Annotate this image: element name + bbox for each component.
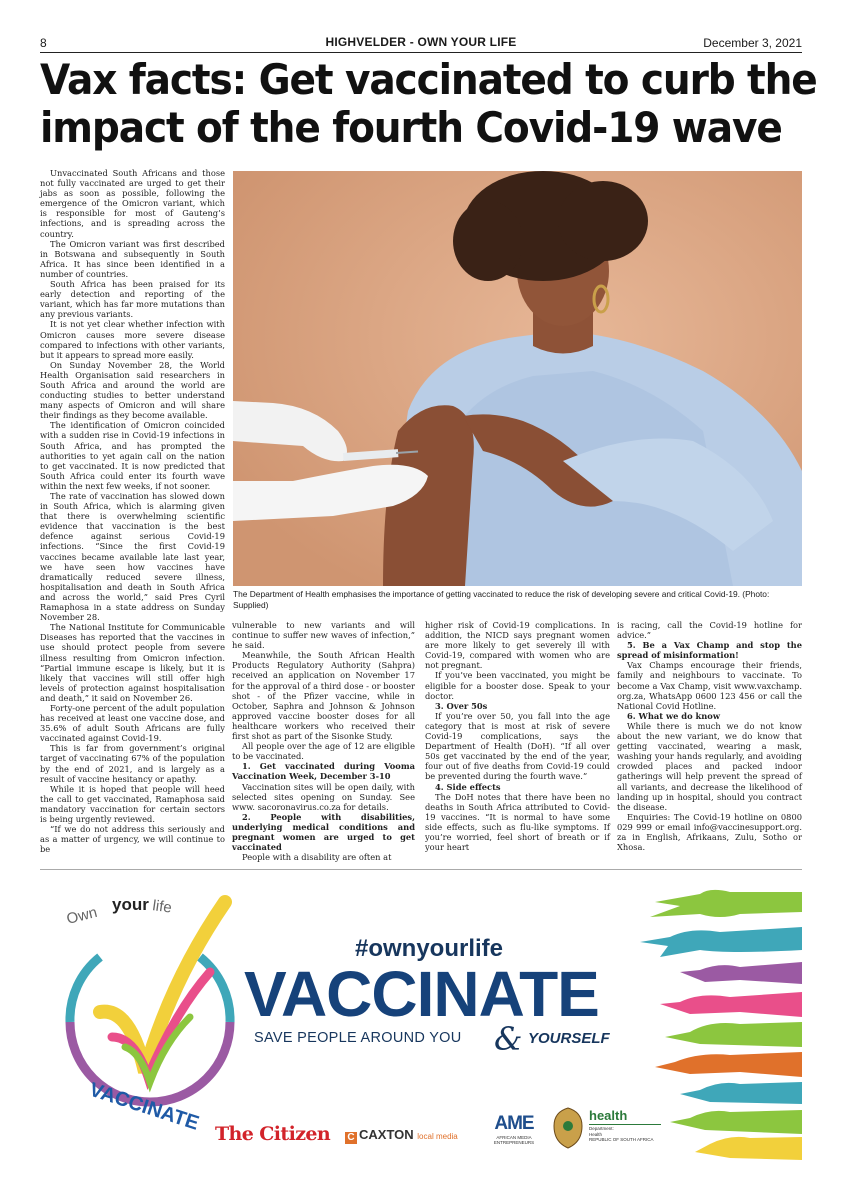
- paragraph: On Sunday November 28, the World Health Organisation said researchers in South Africa and around the world are conducting studies to better understand many aspects of Omicron and will share their findings as they become available.: [40, 359, 225, 421]
- subheading-text: 2. People with disabilities, underlying medical conditions and pregnant women are urged to get vaccinated: [232, 811, 415, 853]
- article-column-2: [232, 620, 415, 862]
- paragraph: It is not yet clear whether infection with Omicron causes more severe disease compared to infections with other variants, but it appears to spread more easily.: [40, 319, 225, 360]
- subheading-text: 6. What we do know: [627, 710, 720, 721]
- article-column-3: [425, 620, 610, 852]
- health-sub: [589, 1126, 669, 1143]
- badge-life: life: [151, 897, 173, 917]
- paragraph: If you’re over 50, you fall into the age category that is most at risk of severe Covid-19 complications, says the Department of Health (DoH). “If all over 50s get vaccinated by the end of the year, four out of five deaths from Covid-19 could be prevented during the fourth wave.”: [425, 710, 610, 782]
- headline-line-2: impact of the fourth Covid-19 wave: [40, 103, 782, 152]
- paragraph: “If we do not address this seriously and as a matter of urgency, we will continue to be: [40, 824, 225, 855]
- paragraph: Unvaccinated South Africans and those not fully vaccinated are urged to get their jabs as soon as possible, following the emergence of the Omicron variant, which is responsible for most of Gauteng’s infections, and is spreading across the country.: [40, 168, 225, 239]
- health-sub-line-2: Health: [589, 1131, 603, 1137]
- ame-mark: AME: [494, 1113, 534, 1134]
- ad-headline: VACCINATE: [244, 958, 599, 1030]
- page-number: 8: [40, 36, 47, 50]
- badge-your: your: [112, 895, 149, 914]
- paragraph: While it is hoped that people will heed the call to get vaccinated, Ramaphosa said mandatory vaccination for certain sectors is being urgently reviewed.: [40, 783, 225, 824]
- raised-hands-graphic: [640, 890, 802, 1160]
- caxton-sub: local media: [417, 1132, 458, 1141]
- photo-caption: The Department of Health emphasises the importance of getting vaccinated to reduce the risk of developing severe and critical Covid-19. (Photo: Supplied): [233, 589, 770, 610]
- paragraph: The rate of vaccination has slowed down in South Africa, which is alarming given that there is overwhelming scientific evidence that vaccination is the best defence against serious Covid-19 infections. “Since the first Covid-19 vaccines became available late last year, we have seen how vaccines have dramatically reduced severe illness, hospitalisation and death in South Africa and across the world,” said Pres Cyril Ramaphosa in a state address on Sunday November 28.: [40, 491, 225, 623]
- paragraph: The Omicron variant was first described in Botswana and subsequently in South Africa. It has since been identified in a number of countries.: [40, 238, 225, 279]
- caxton-logo: [345, 1127, 458, 1144]
- subheading: [617, 711, 802, 721]
- badge-own: Own: [64, 903, 99, 928]
- paragraph: higher risk of Covid-19 complications. In addition, the NICD says pregnant women are more likely to get severely ill with Covid-19, compared with women who are not pregnant.: [425, 620, 610, 671]
- ad-hashtag: #ownyourlife: [355, 935, 504, 962]
- subheading: [425, 782, 610, 792]
- paragraph: If you’ve been vaccinated, you might be eligible for a booster dose. Speak to your doctor.: [425, 670, 610, 701]
- paragraph: is racing, call the Covid-19 hotline for advice.”: [617, 620, 802, 641]
- own-your-life-badge: [65, 895, 230, 1135]
- paragraph: Enquiries: The Covid-19 hotline on 0800 029 999 or email info@vaccinesupport.org. za in English, Afrikaans, Zulu, Sotho or Xhosa.: [617, 811, 802, 853]
- paragraph: The National Institute for Communicable Diseases has reported that the vaccines in use should protect people from severe illness resulting from Omicron infection. “Partial immune escape is likely, but it is likely that vaccines will still offer high levels of protection against hospitalisation and death,” it said on November 26.: [40, 622, 225, 703]
- coat-of-arms-icon: [554, 1108, 582, 1148]
- paragraph: Meanwhile, the South African Health Products Regulatory Authority (Sahpra) received an application on November 17 for the approval of a third dose - or booster shot - of the Pfizer vaccine, while in October, Saphra and Johnson & Johnson approved vaccine booster doses for all healthcare workers who received their first shot as part of the Sisonke Study.: [232, 650, 415, 742]
- subheading: [232, 812, 415, 852]
- subheading: [232, 761, 415, 781]
- paragraph: Forty-one percent of the adult population has received at least one vaccine dose, and 35.6% of adult South Africans are fully vaccinated against Covid-19.: [40, 702, 225, 744]
- ad-tagline-end: YOURSELF: [528, 1030, 610, 1047]
- paragraph: This is far from government’s original target of vaccinating 67% of the population by the end of 2021, and is largely as a result of vaccine hesitancy or apathy.: [40, 743, 225, 784]
- headline-line-1: Vax facts: Get vaccinated to curb the: [40, 55, 817, 104]
- article-column-4: [617, 620, 802, 852]
- ad-separator-rule: [40, 869, 802, 870]
- subheading-text: 3. Over 50s: [435, 700, 488, 711]
- the-citizen-logo: The Citizen: [215, 1123, 331, 1145]
- paragraph: People with a disability are often at: [242, 852, 392, 863]
- paragraph: Vax Champs encourage their friends, family and neighbours to vaccinate. To become a Vax Champ, visit www.vaxchamp. org.za, WhatsApp 0600 123 456 or call the National Covid Hotline.: [617, 660, 802, 711]
- health-sub-line-3: REPUBLIC OF SOUTH AFRICA: [589, 1137, 654, 1142]
- caxton-name: CAXTON: [359, 1127, 414, 1142]
- paragraph: The identification of Omicron coincided with a sudden rise in Covid-19 infections in South Africa, and has prompted the authorities to yet again call on the nation to get vaccinated. It is now predicted that South Africa could enter its fourth wave within the next few weeks, if not sooner.: [40, 420, 225, 491]
- paragraph: All people over the age of 12 are eligible to be vaccinated.: [232, 741, 415, 762]
- subheading-text: 4. Side effects: [435, 781, 501, 792]
- issue-date: December 3, 2021: [703, 36, 802, 50]
- article-headline: [40, 55, 817, 152]
- health-wordmark: health: [589, 1108, 628, 1123]
- vaccination-photo: [233, 171, 802, 586]
- subheading-text: 1. Get vaccinated during Vooma Vaccination Week, December 3-10: [232, 761, 415, 782]
- article-column-1: [40, 168, 225, 854]
- paragraph: While there is much we do not know about the new variant, we do know that getting vaccinated, wearing a mask, washing your hands regularly, and avoiding crowded places and packed indoor gatherings will help prevent the spread of all variants, and decrease the likelihood of landing up in hospital, should you contract the disease.: [617, 720, 802, 812]
- subheading: [425, 701, 610, 711]
- paragraph: Vaccination sites will be open daily, with selected sites opening on Sunday. See www. sacoronavirus.co.za for details.: [232, 781, 415, 812]
- ame-sub: AFRICAN MEDIA ENTREPRENEURS: [493, 1135, 535, 1145]
- health-rule: [589, 1124, 661, 1125]
- ame-logo: [484, 1113, 544, 1145]
- paragraph: vulnerable to new variants and will continue to suffer new waves of infection,” he said.: [232, 620, 415, 651]
- subheading-text: 5. Be a Vax Champ and stop the spread of misinformation!: [617, 640, 802, 661]
- subheading: [617, 640, 802, 660]
- paragraph: The DoH notes that there have been no deaths in South Africa attributed to Covid-19 vaccines. “It is normal to have some side effects, such as flu-like symptoms. If you’re worried, feel short of breath or if your heart: [425, 791, 610, 853]
- publication-name: HIGHVELDER - OWN YOUR LIFE: [325, 35, 517, 49]
- caxton-icon: C: [345, 1132, 357, 1144]
- badge-vaccinate: VACCINATE: [86, 1078, 202, 1135]
- vaccination-illustration: [233, 171, 802, 586]
- header-rule: [40, 52, 802, 53]
- health-sub-line-1: Department:: [589, 1126, 614, 1131]
- paragraph: South Africa has been praised for its early detection and reporting of the variant, which has far more mutations than any previous variants.: [40, 279, 225, 320]
- ad-tagline-start: SAVE PEOPLE AROUND YOU: [254, 1030, 462, 1046]
- ad-tagline-ampersand: &: [494, 1020, 523, 1058]
